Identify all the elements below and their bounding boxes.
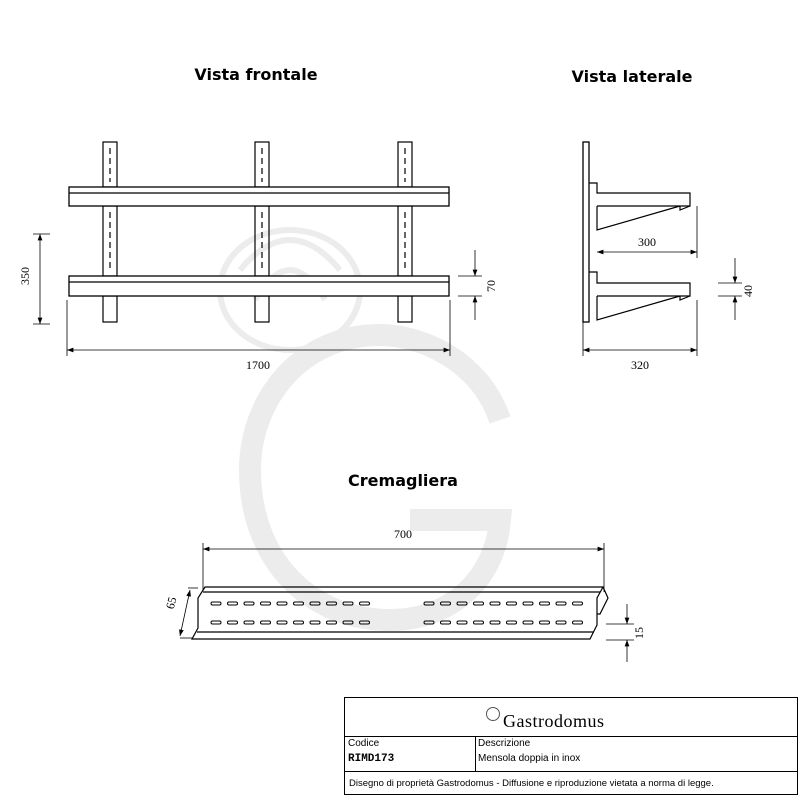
rack-slot bbox=[540, 602, 550, 605]
rack-slot bbox=[523, 621, 533, 624]
title-block-info-row bbox=[345, 736, 797, 772]
rack-slot bbox=[277, 602, 287, 605]
side-bracket-label: 40 bbox=[741, 285, 755, 297]
code-value: RIMD173 bbox=[348, 753, 395, 765]
side-shelf-bottom bbox=[589, 272, 690, 320]
rack-slot bbox=[211, 621, 221, 624]
rack-height-label: 65 bbox=[162, 595, 180, 611]
rack-slot bbox=[457, 621, 467, 624]
copyright-notice: Disegno di proprietà Gastrodomus - Diffusione e riproduzione vietata a norma di legge. bbox=[349, 778, 714, 789]
rack-slot bbox=[556, 602, 566, 605]
rack-slot-dimension bbox=[606, 604, 634, 662]
rack-slot bbox=[540, 621, 550, 624]
rack-slot bbox=[507, 621, 517, 624]
front-view-title: Vista frontale bbox=[194, 65, 318, 84]
front-height-dimension bbox=[33, 234, 50, 324]
front-spacing-dimension bbox=[458, 250, 482, 320]
rack-slot bbox=[294, 621, 304, 624]
side-shelf-top bbox=[589, 183, 690, 230]
side-total-depth-label: 320 bbox=[631, 358, 649, 372]
rack-slot bbox=[507, 602, 517, 605]
title-block bbox=[344, 697, 798, 795]
side-inner-depth-dimension bbox=[597, 206, 697, 258]
side-total-depth-dimension bbox=[583, 300, 697, 356]
brand-logo-icon bbox=[486, 707, 500, 721]
rack-height-dimension bbox=[180, 588, 198, 638]
rack-title: Cremagliera bbox=[348, 471, 458, 490]
rack-slot bbox=[573, 621, 583, 624]
rack-slot bbox=[261, 621, 271, 624]
rack-slot bbox=[310, 621, 320, 624]
rack-slot bbox=[441, 621, 451, 624]
rack-slot bbox=[327, 621, 337, 624]
rack-slot bbox=[244, 602, 254, 605]
side-inner-depth-label: 300 bbox=[638, 235, 656, 249]
description-label: Descrizione bbox=[478, 738, 531, 749]
brand-name: Gastrodomus bbox=[503, 711, 605, 731]
side-bracket-dimension bbox=[718, 258, 742, 320]
rack-slot bbox=[556, 621, 566, 624]
rack-slot bbox=[490, 621, 500, 624]
rack-length-label: 700 bbox=[394, 527, 412, 541]
code-cell bbox=[345, 736, 476, 771]
side-wall-upright bbox=[583, 142, 589, 322]
code-label: Codice bbox=[348, 738, 380, 749]
rack-slot-label: 15 bbox=[632, 627, 646, 639]
rack-view bbox=[163, 527, 646, 662]
description-cell bbox=[475, 736, 797, 771]
rack-slot bbox=[261, 602, 271, 605]
title-block-brand bbox=[345, 698, 797, 737]
front-shelf-top bbox=[69, 187, 449, 206]
front-spacing-label: 70 bbox=[484, 280, 498, 292]
description-value: Mensola doppia in inox bbox=[478, 753, 581, 764]
side-view-title: Vista laterale bbox=[571, 67, 693, 86]
rack-slot bbox=[523, 602, 533, 605]
rack-slot bbox=[211, 602, 221, 605]
side-view bbox=[583, 142, 755, 372]
front-height-label: 350 bbox=[18, 267, 32, 285]
rack-slot bbox=[360, 602, 370, 605]
rack-slot bbox=[277, 621, 287, 624]
rack-slot bbox=[244, 621, 254, 624]
rack-slot bbox=[573, 602, 583, 605]
front-width-label: 1700 bbox=[246, 358, 270, 372]
rack-slot bbox=[474, 621, 484, 624]
rack-slot bbox=[228, 602, 238, 605]
rack-slot bbox=[228, 621, 238, 624]
rack-slot bbox=[490, 602, 500, 605]
front-shelf-bottom bbox=[69, 276, 449, 296]
rack-slot bbox=[474, 602, 484, 605]
